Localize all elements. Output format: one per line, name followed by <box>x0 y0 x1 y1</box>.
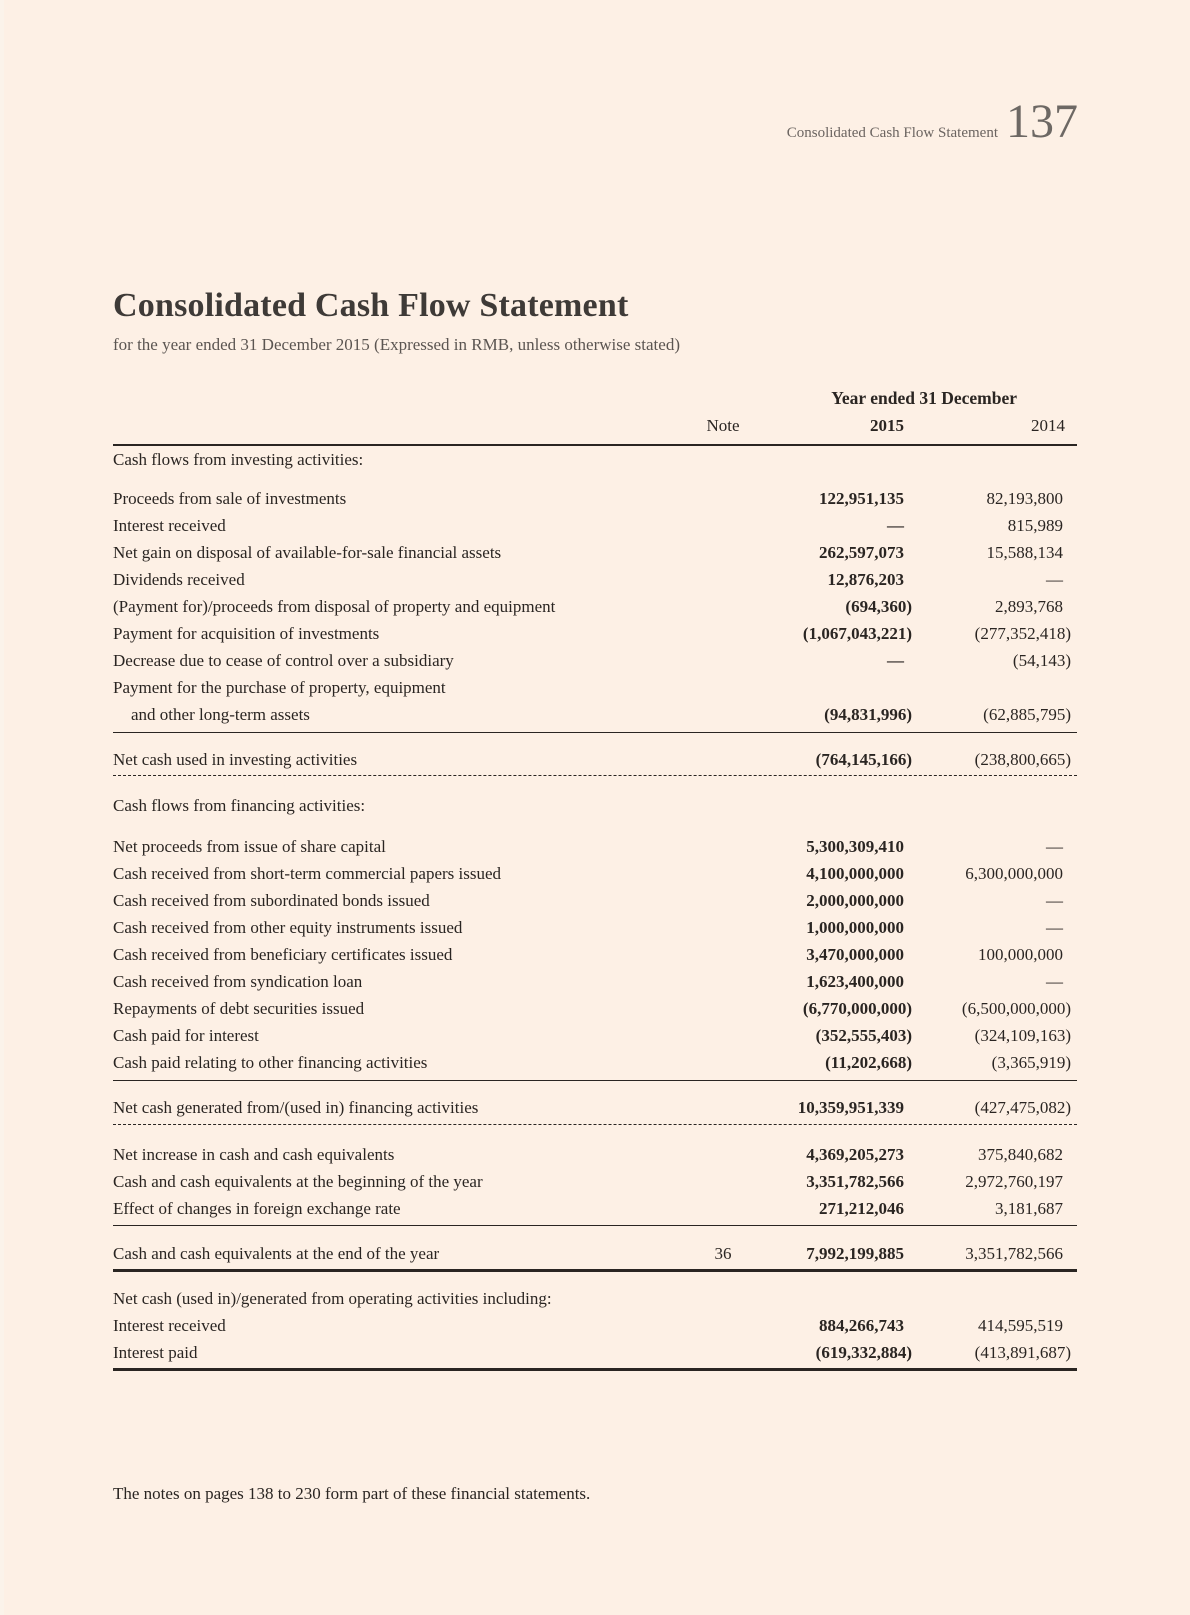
header-2014: 2014 <box>1031 416 1065 435</box>
total-row-financing: Net cash generated from/(used in) financing activities 10,359,951,339 (427,475,082) <box>113 1098 1071 1117</box>
table-row: Cash paid relating to other financing activities (11,202,668) (3,365,919) <box>113 1053 1071 1072</box>
table-row: Cash received from other equity instruments issued 1,000,000,000 — <box>113 918 1063 937</box>
table-row: Cash received from syndication loan 1,623,400,000 — <box>113 972 1063 991</box>
table-row: and other long-term assets (94,831,996) (62,885,795) <box>131 705 1071 724</box>
table-row: Effect of changes in foreign exchange rate 271,212,046 3,181,687 <box>113 1199 1063 1218</box>
table-row: Cash paid for interest (352,555,403) (324,109,163) <box>113 1026 1071 1045</box>
section-heading-financing: Cash flows from financing activities: <box>113 796 366 815</box>
running-head-title: Consolidated Cash Flow Statement <box>786 125 998 141</box>
table-row: (Payment for)/proceeds from disposal of property and equipment (694,360) 2,893,768 <box>113 597 1063 616</box>
total-rule <box>113 1368 1077 1371</box>
table-header <box>113 380 1077 446</box>
page-subtitle: for the year ended 31 December 2015 (Expressed in RMB, unless otherwise stated) <box>113 335 680 354</box>
table-row: Payment for acquisition of investments (1,067,043,221) (277,352,418) <box>113 624 1071 643</box>
table-row: Cash received from subordinated bonds issued 2,000,000,000 — <box>113 891 1063 910</box>
table-row: Interest received — 815,989 <box>113 516 1063 535</box>
header-note: Note <box>706 416 740 435</box>
page-edge <box>0 0 4 1615</box>
table-row: Cash received from short-term commercial papers issued 4,100,000,000 6,300,000,000 <box>113 864 1063 883</box>
page-number: 137 <box>1006 95 1078 148</box>
table-row: Interest received 884,266,743 414,595,519 <box>113 1316 1063 1335</box>
subtotal-rule <box>113 1225 1077 1226</box>
table-row: Repayments of debt securities issued (6,770,000,000) (6,500,000,000) <box>113 999 1071 1018</box>
table-row: Cash and cash equivalents at the beginning of the year 3,351,782,566 2,972,760,197 <box>113 1172 1063 1191</box>
table-row: Net proceeds from issue of share capital 5,300,309,410 — <box>113 837 1063 856</box>
table-row: Payment for the purchase of property, equipment <box>113 678 446 697</box>
table-row: Dividends received 12,876,203 — <box>113 570 1063 589</box>
subtotal-rule <box>113 732 1077 733</box>
footer-note: The notes on pages 138 to 230 form part of these financial statements. <box>113 1484 591 1503</box>
table-row: Interest paid (619,332,884) (413,891,687) <box>113 1343 1071 1362</box>
subtotal-rule <box>113 1080 1077 1081</box>
table-row: Net gain on disposal of available-for-sale financial assets 262,597,073 15,588,134 <box>113 543 1063 562</box>
total-row-cash-end: Cash and cash equivalents at the end of the year 36 7,992,199,885 3,351,782,566 <box>113 1244 1063 1263</box>
table-row: Proceeds from sale of investments 122,951,135 82,193,800 <box>113 489 1063 508</box>
page-title: Consolidated Cash Flow Statement <box>113 287 629 324</box>
header-2015: 2015 <box>870 416 904 435</box>
section-heading-investing: Cash flows from investing activities: <box>113 450 364 469</box>
table-row: Cash received from beneficiary certificates issued 3,470,000,000 100,000,000 <box>113 945 1063 964</box>
table-row: Net increase in cash and cash equivalents 4,369,205,273 375,840,682 <box>113 1145 1063 1164</box>
running-head <box>786 95 1078 148</box>
total-rule <box>113 1269 1077 1272</box>
header-year-group: Year ended 31 December <box>831 388 1017 408</box>
note-ref: 36 <box>714 1244 732 1263</box>
dashed-rule <box>113 775 1077 776</box>
table-row: Decrease due to cease of control over a subsidiary — (54,143) <box>113 651 1071 670</box>
section-heading-operating: Net cash (used in)/generated from operating activities including: <box>113 1289 552 1308</box>
dashed-rule <box>113 1124 1077 1125</box>
total-row-investing: Net cash used in investing activities (764,145,166) (238,800,665) <box>113 750 1071 769</box>
